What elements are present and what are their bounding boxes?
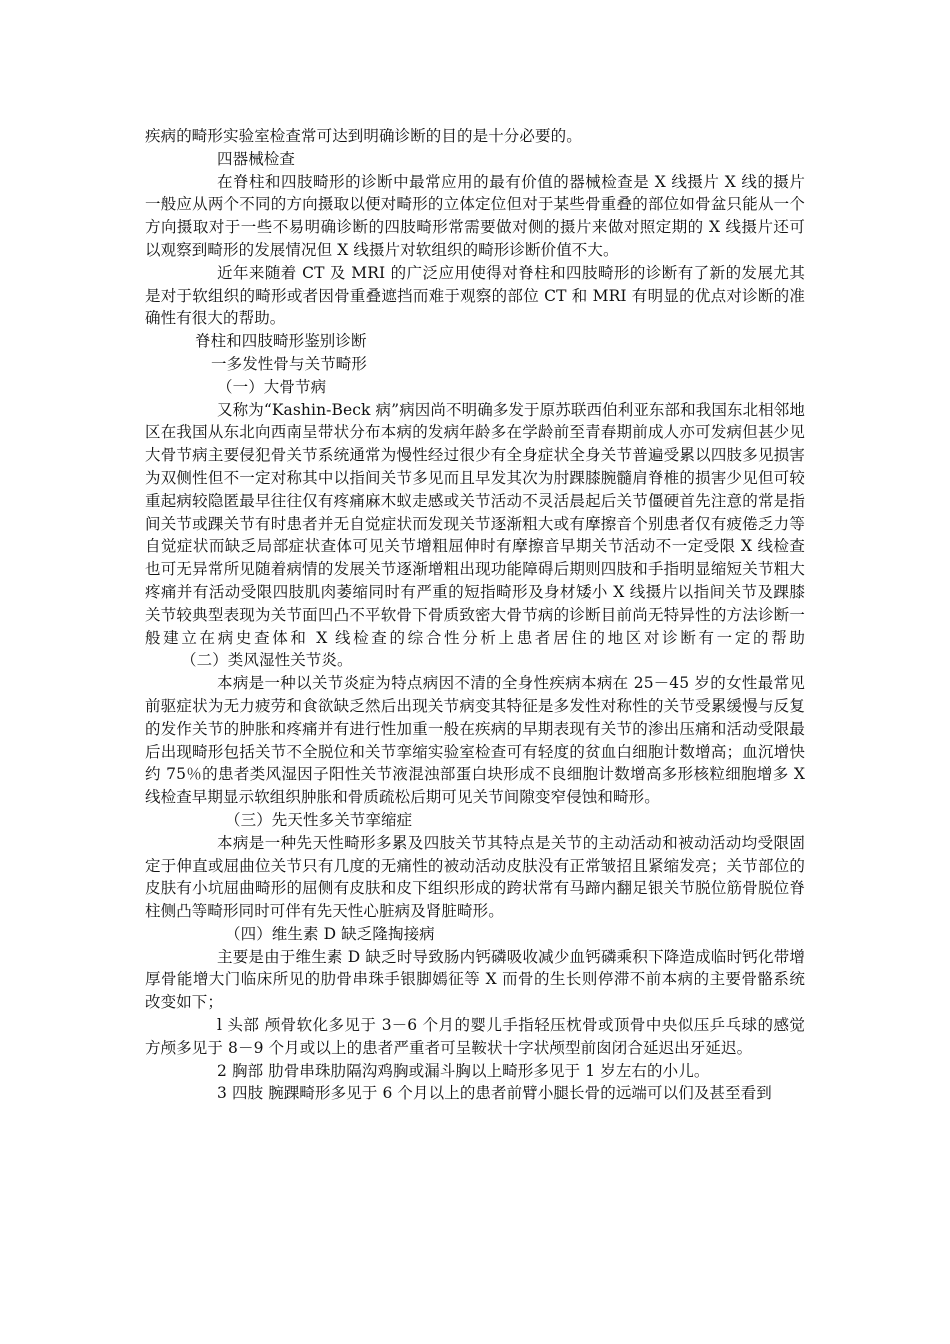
- paragraph-kashin-beck-text: 又称为“Kashin-Beck 病”病因尚不明确多发于原苏联西伯利亚东部和我国东北相邻地区在我国从东北向西南呈带状分布本病的发病年龄多在学龄前至青春期前成人亦可发病但甚少见大骨节病主要侵犯骨关节系统通常为慢性经过很少有全身症状全身关节普遍受累以四肢多见损害为双侧性但不一定对称其中以指间关节多见而且早发其次为肘踝膝腕髓肩脊椎的损害少见但可较重起病较隐匿最早往往仅有疼痛麻木蚁走感或关节活动不灵活晨起后关节僵硬首先注意的常是指间关节或踝关节有时患者并无自觉症状而发现关节逐渐粗大或有摩擦音个别患者仅有疲倦乏力等自觉症状而缺乏局部症状查体可见关节增粗屈伸时有摩擦音早期关节活动不一定受限 X 线检查也可无异常所见随着病情的发展关节逐渐增粗出现功能障碍后期则四肢和手指明显缩短关节粗大疼痛并有活动受限四肢肌肉萎缩同时有严重的短指畸形及身材矮小 X 线摄片以指间关节及踝膝关节较典型表现为关节面凹凸不平软骨下骨质致密大骨节病的诊断目前尚无特异性的方法诊断一般建立在病史查体和 X 线检查的综合性分析上患者居住的地区对诊断有一定的帮助: [145, 400, 805, 647]
- heading-rheumatoid-inline: （二）类风湿性关节炎。: [181, 651, 353, 670]
- paragraph-continued: 疾病的畸形实验室检查常可达到明确诊断的目的是十分必要的。: [145, 127, 582, 145]
- paragraph-xray: 在脊柱和四肢畸形的诊断中最常应用的最有价值的器械检查是 X 线摄片 X 线的摄片一般应从两个不同的方向摄取以便对畸形的立体定位但对于某些骨重叠的部位如骨盆只能从一个方向摄取对于一些不易明确诊断的四肢畸形常需要做对侧的摄片来做对照定期的 X 线摄片还可以观察到畸形的发展情况但 X 线摄片对软组织的畸形诊断价值不大。: [145, 172, 805, 259]
- heading-differential-diagnosis: 脊柱和四肢畸形鉴别诊断: [195, 332, 367, 351]
- list-item-limbs: 3 四肢 腕踝畸形多见于 6 个月以上的患者前臂小腿长骨的远端可以们及甚至看到: [217, 1084, 772, 1103]
- list-item-head: l 头部 颅骨软化多见于 3－6 个月的婴儿手指轻压枕骨或顶骨中央似压乒乓球的感觉方颅多见于 8－9 个月或以上的患者严重者可呈鞍状十字状颅型前囱闭合延迟出牙延迟。: [145, 1016, 805, 1057]
- heading-kashin-beck: （一）大骨节病: [217, 377, 327, 396]
- paragraph-arthrogryposis: 本病是一种先天性畸形多累及四肢关节其特点是关节的主动活动和被动活动均受限固定于伸直或屈曲位关节只有几度的无痛性的被动活动皮肤没有正常皱招且紧缩发亮；关节部位的皮肤有小坑屈曲畸形的屈侧有皮肤和皮下组织形成的跨状常有马蹄内翻足银关节脱位筋骨脱位脊柱侧凸等畸形同时可伴有先天性心脏病及肾脏畸形。: [145, 833, 805, 921]
- paragraph-rickets: 主要是由于维生素 D 缺乏时导致肠内钙磷吸收减少血钙磷乘积下降造成临时钙化带增厚骨能增大门临床所见的肋骨串珠手银脚嫣征等 X 而骨的生长则停滞不前本病的主要骨骼系统改变如下；: [145, 947, 805, 1012]
- paragraph-kashin-beck: [145, 399, 805, 673]
- heading-multiple-bone-joint: 一多发性骨与关节畸形: [211, 354, 368, 373]
- heading-rickets: （四）维生素 D 缺乏隆掏接病: [225, 924, 435, 943]
- heading-instrument-exam: 四器械检查: [217, 149, 296, 168]
- heading-arthrogryposis: （三）先天性多关节挛缩症: [225, 810, 413, 829]
- document-page: [145, 125, 805, 1105]
- list-item-chest: 2 胸部 肋骨串珠肋隔沟鸡胸或漏斗胸以上畸形多见于 1 岁左右的小儿。: [217, 1061, 710, 1080]
- paragraph-ct-mri: 近年来随着 CT 及 MRI 的广泛应用使得对脊柱和四肢畸形的诊断有了新的发展尤其是对于软组织的畸形或者因骨重叠遮挡而难于观察的部位 CT 和 MRI 有明显的优点对诊断的准确性有很大的帮助。: [145, 263, 805, 328]
- paragraph-rheumatoid: 本病是一种以关节炎症为特点病因不清的全身性疾病本病在 25－45 岁的女性最常见前驱症状为无力疲劳和食欲缺乏然后出现关节病变其特征是多发性对称性的关节受累缓慢与反复的发作关节的肿胀和疼痛并有进行性加重一般在疾病的早期表现有关节的渗出压痛和活动受限最后出现畸形包括关节不全脱位和关节挛缩实验室检查可有轻度的贫血白细胞计数增高；血沉增快约 75％的患者类风湿因子阳性关节液混浊部蛋白块形成不良细胞计数增高多形核粒细胞增多 X 线检查早期显示软组织肿胀和骨质疏松后期可见关节间隙变窄侵蚀和畸形。: [145, 674, 805, 807]
